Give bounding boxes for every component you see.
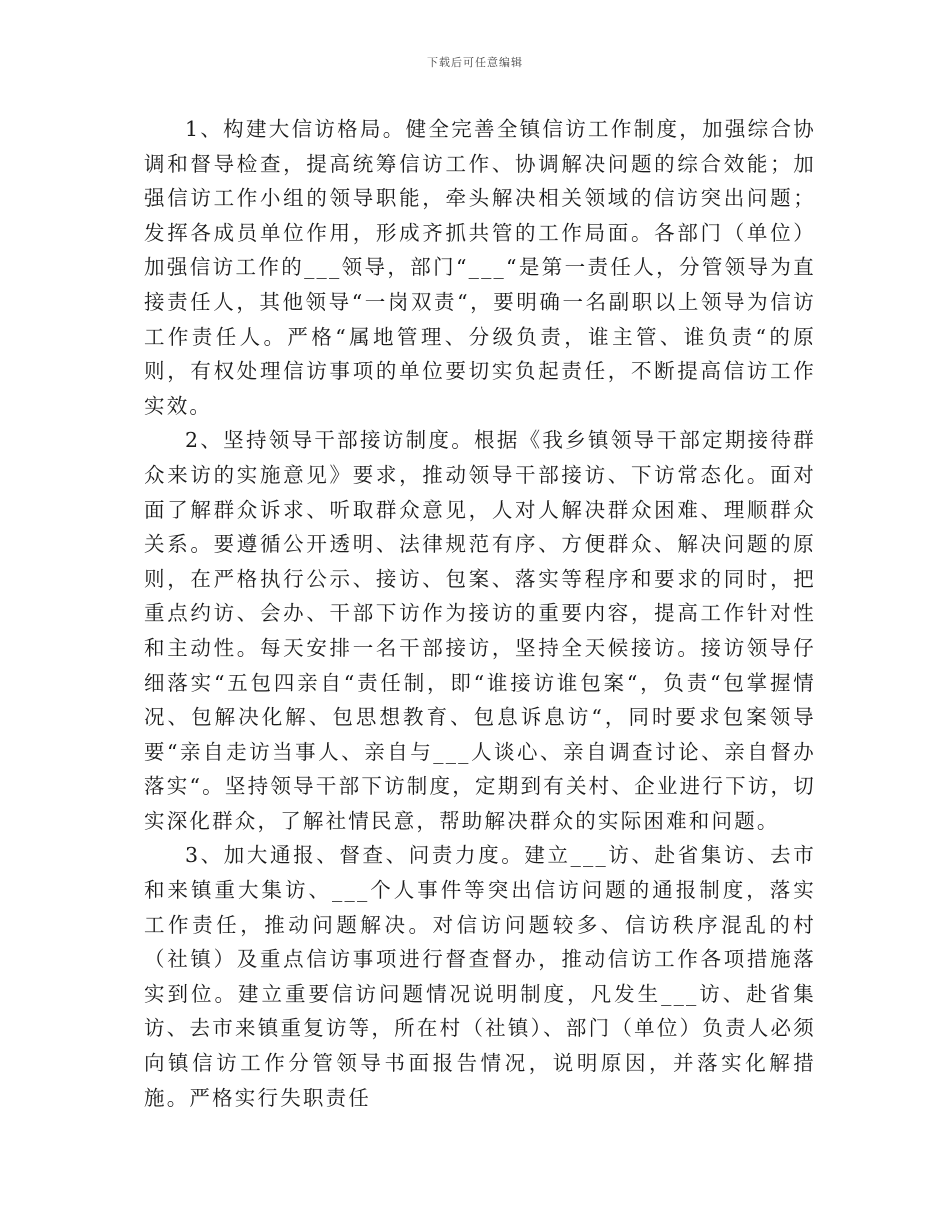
page-header: 下载后可任意编辑 [427, 56, 523, 69]
document-body [144, 112, 816, 1115]
paragraph-1: 1、构建大信访格局。健全完善全镇信访工作制度，加强综合协调和督导检查，提高统筹信访工作、协调解决问题的综合效能；加强信访工作小组的领导职能，牵头解决相关领域的信访突出问题；发挥各成员单位作用，形成齐抓共管的工作局面。各部门（单位）加强信访工作的___领导，部门“___“是第一责任人，分管领导为直接责任人，其他领导“一岗双责“，要明确一名副职以上领导为信访工作责任人。严格“属地管理、分级负责，谁主管、谁负责“的原则，有权处理信访事项的单位要切实负起责任，不断提高信访工作实效。 [144, 117, 816, 418]
paragraph-2: 2、坚持领导干部接访制度。根据《我乡镇领导干部定期接待群众来访的实施意见》要求，推动领导干部接访、下访常态化。面对面了解群众诉求、听取群众意见，人对人解决群众困难、理顺群众关系。要遵循公开透明、法律规范有序、方便群众、解决问题的原则，在严格执行公示、接访、包案、落实等程序和要求的同时，把重点约访、会办、干部下访作为接访的重要内容，提高工作针对性和主动性。每天安排一名干部接访，坚持全天候接访。接访领导仔细落实“五包四亲自“责任制，即“谁接访谁包案“，负责“包掌握情况、包解决化解、包思想教育、包息诉息访“，同时要求包案领导要“亲自走访当事人、亲自与___人谈心、亲自调查讨论、亲自督办落实“。坚持领导干部下访制度，定期到有关村、企业进行下访，切实深化群众，了解社情民意，帮助解决群众的实际困难和问题。 [144, 428, 816, 833]
paragraph-3: 3、加大通报、督查、问责力度。建立___访、赴省集访、去市和来镇重大集访、___个人事件等突出信访问题的通报制度，落实工作责任，推动问题解决。对信访问题较多、信访秩序混乱的村（社镇）及重点信访事项进行督查督办，推动信访工作各项措施落实到位。建立重要信访问题情况说明制度，凡发生___访、赴省集访、去市来镇重复访等，所在村（社镇）、部门（单位）负责人必须向镇信访工作分管领导书面报告情况，说明原因，并落实化解措施。严格实行失职责任 [144, 843, 816, 1110]
